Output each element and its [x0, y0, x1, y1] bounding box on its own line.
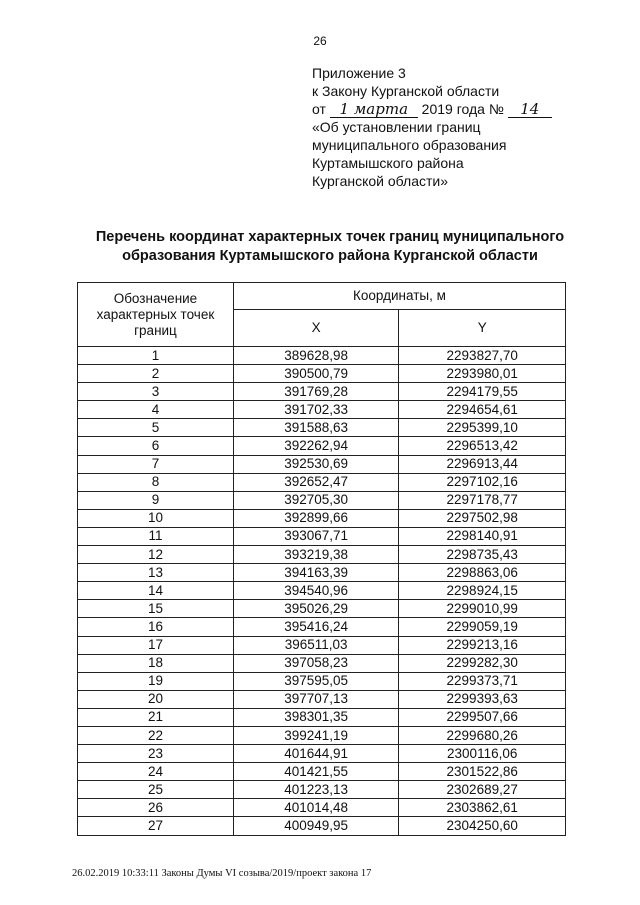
y-coordinate-cell: 2301522,86 [399, 763, 566, 781]
document-title-line-2: образования Куртамышского района Курганской области [122, 248, 538, 264]
table-row [78, 455, 566, 473]
y-coordinate-cell: 2303862,61 [399, 799, 566, 817]
point-number-cell: 13 [78, 564, 234, 582]
table-row [78, 799, 566, 817]
x-coordinate-cell: 394540,96 [233, 582, 398, 600]
footer-timestamp: 26.02.2019 10:33:11 Законы Думы VI созыва/2019/проект закона 17 [72, 868, 372, 879]
point-number-cell: 5 [78, 419, 234, 437]
point-number-cell: 19 [78, 672, 234, 690]
x-coordinate-cell: 392530,69 [233, 455, 398, 473]
y-coordinate-cell: 2299680,26 [399, 726, 566, 744]
point-number-cell: 9 [78, 491, 234, 509]
point-number-cell: 10 [78, 509, 234, 527]
point-number-cell: 4 [78, 401, 234, 419]
table-row [78, 600, 566, 618]
table-row [78, 365, 566, 383]
y-coordinate-cell: 2302689,27 [399, 781, 566, 799]
table-row [78, 401, 566, 419]
point-number-cell: 18 [78, 654, 234, 672]
table-row [78, 672, 566, 690]
y-coordinate-cell: 2293980,01 [399, 365, 566, 383]
y-coordinate-cell: 2298924,15 [399, 582, 566, 600]
table-row [78, 618, 566, 636]
y-coordinate-cell: 2294654,61 [399, 401, 566, 419]
y-coordinate-cell: 2297102,16 [399, 473, 566, 491]
y-coordinate-cell: 2297502,98 [399, 509, 566, 527]
table-row [78, 654, 566, 672]
appendix-title: Приложение 3 [312, 65, 406, 81]
x-coordinate-cell: 393219,38 [233, 546, 398, 564]
y-coordinate-cell: 2297178,77 [399, 491, 566, 509]
y-coordinate-cell: 2293827,70 [399, 347, 566, 365]
coordinates-table-body [78, 347, 566, 836]
point-number-cell: 25 [78, 781, 234, 799]
document-title [60, 228, 600, 266]
x-coordinate-cell: 397595,05 [233, 672, 398, 690]
point-number-cell: 20 [78, 690, 234, 708]
point-number-cell: 2 [78, 365, 234, 383]
y-coordinate-cell: 2298863,06 [399, 564, 566, 582]
table-row [78, 419, 566, 437]
y-coordinate-cell: 2298140,91 [399, 527, 566, 545]
point-number-cell: 1 [78, 347, 234, 365]
y-coordinate-cell: 2296513,42 [399, 437, 566, 455]
y-coordinate-cell: 2299213,16 [399, 636, 566, 654]
x-coordinate-cell: 401014,48 [233, 799, 398, 817]
x-coordinate-cell: 391769,28 [233, 383, 398, 401]
x-coordinate-cell: 400949,95 [233, 817, 398, 835]
y-coordinate-cell: 2304250,60 [399, 817, 566, 835]
from-label: от [312, 101, 326, 117]
table-row [78, 636, 566, 654]
x-coordinate-cell: 401421,55 [233, 763, 398, 781]
x-coordinate-cell: 389628,98 [233, 347, 398, 365]
appendix-date-line [312, 100, 552, 118]
x-coordinate-cell: 392262,94 [233, 437, 398, 455]
table-row [78, 491, 566, 509]
point-number-cell: 7 [78, 455, 234, 473]
header-x: X [233, 310, 398, 347]
point-number-cell: 17 [78, 636, 234, 654]
table-row [78, 383, 566, 401]
table-row [78, 347, 566, 365]
handwritten-date: 1 марта [330, 102, 418, 118]
x-coordinate-cell: 393067,71 [233, 527, 398, 545]
x-coordinate-cell: 397058,23 [233, 654, 398, 672]
table-row [78, 473, 566, 491]
x-coordinate-cell: 396511,03 [233, 636, 398, 654]
x-coordinate-cell: 397707,13 [233, 690, 398, 708]
point-number-cell: 6 [78, 437, 234, 455]
x-coordinate-cell: 398301,35 [233, 708, 398, 726]
table-row [78, 817, 566, 835]
appendix-law-title-1: «Об установлении границ [312, 119, 481, 135]
table-row [78, 509, 566, 527]
x-coordinate-cell: 401644,91 [233, 745, 398, 763]
x-coordinate-cell: 392705,30 [233, 491, 398, 509]
page-number: 26 [313, 34, 327, 48]
point-number-cell: 24 [78, 763, 234, 781]
x-coordinate-cell: 391702,33 [233, 401, 398, 419]
y-coordinate-cell: 2295399,10 [399, 419, 566, 437]
table-row [78, 708, 566, 726]
point-number-cell: 27 [78, 817, 234, 835]
x-coordinate-cell: 401223,13 [233, 781, 398, 799]
table-row [78, 582, 566, 600]
point-number-cell: 21 [78, 708, 234, 726]
table-row [78, 546, 566, 564]
header-y: Y [399, 310, 566, 347]
point-number-cell: 26 [78, 799, 234, 817]
y-coordinate-cell: 2294179,55 [399, 383, 566, 401]
x-coordinate-cell: 395026,29 [233, 600, 398, 618]
point-number-cell: 3 [78, 383, 234, 401]
x-coordinate-cell: 392652,47 [233, 473, 398, 491]
point-number-cell: 15 [78, 600, 234, 618]
header-designation: Обозначение характерных точек границ [78, 283, 234, 347]
table-row [78, 690, 566, 708]
point-number-cell: 11 [78, 527, 234, 545]
y-coordinate-cell: 2299059,19 [399, 618, 566, 636]
table-row [78, 527, 566, 545]
handwritten-law-number: 14 [508, 102, 552, 118]
table-row [78, 437, 566, 455]
year-text: 2019 года № [421, 101, 504, 117]
x-coordinate-cell: 392899,66 [233, 509, 398, 527]
appendix-law-ref: к Закону Курганской области [312, 83, 500, 99]
y-coordinate-cell: 2296913,44 [399, 455, 566, 473]
y-coordinate-cell: 2299282,30 [399, 654, 566, 672]
header-coordinates: Координаты, м [233, 283, 565, 310]
point-number-cell: 16 [78, 618, 234, 636]
x-coordinate-cell: 394163,39 [233, 564, 398, 582]
x-coordinate-cell: 399241,19 [233, 726, 398, 744]
point-number-cell: 14 [78, 582, 234, 600]
table-row [78, 564, 566, 582]
x-coordinate-cell: 390500,79 [233, 365, 398, 383]
x-coordinate-cell: 395416,24 [233, 618, 398, 636]
appendix-law-title-2: муниципального образования [312, 137, 507, 153]
y-coordinate-cell: 2299393,63 [399, 690, 566, 708]
appendix-law-title-3: Куртамышского района [312, 155, 464, 171]
y-coordinate-cell: 2299373,71 [399, 672, 566, 690]
table-row [78, 781, 566, 799]
y-coordinate-cell: 2300116,06 [399, 745, 566, 763]
appendix-block [312, 64, 552, 190]
coordinates-table [77, 282, 566, 836]
point-number-cell: 8 [78, 473, 234, 491]
table-row [78, 763, 566, 781]
x-coordinate-cell: 391588,63 [233, 419, 398, 437]
y-coordinate-cell: 2299507,66 [399, 708, 566, 726]
document-title-line-1: Перечень координат характерных точек границ муниципального [95, 229, 565, 245]
table-row [78, 726, 566, 744]
point-number-cell: 22 [78, 726, 234, 744]
y-coordinate-cell: 2299010,99 [399, 600, 566, 618]
point-number-cell: 12 [78, 546, 234, 564]
table-row [78, 745, 566, 763]
point-number-cell: 23 [78, 745, 234, 763]
y-coordinate-cell: 2298735,43 [399, 546, 566, 564]
appendix-law-title-4: Курганской области» [312, 173, 449, 189]
